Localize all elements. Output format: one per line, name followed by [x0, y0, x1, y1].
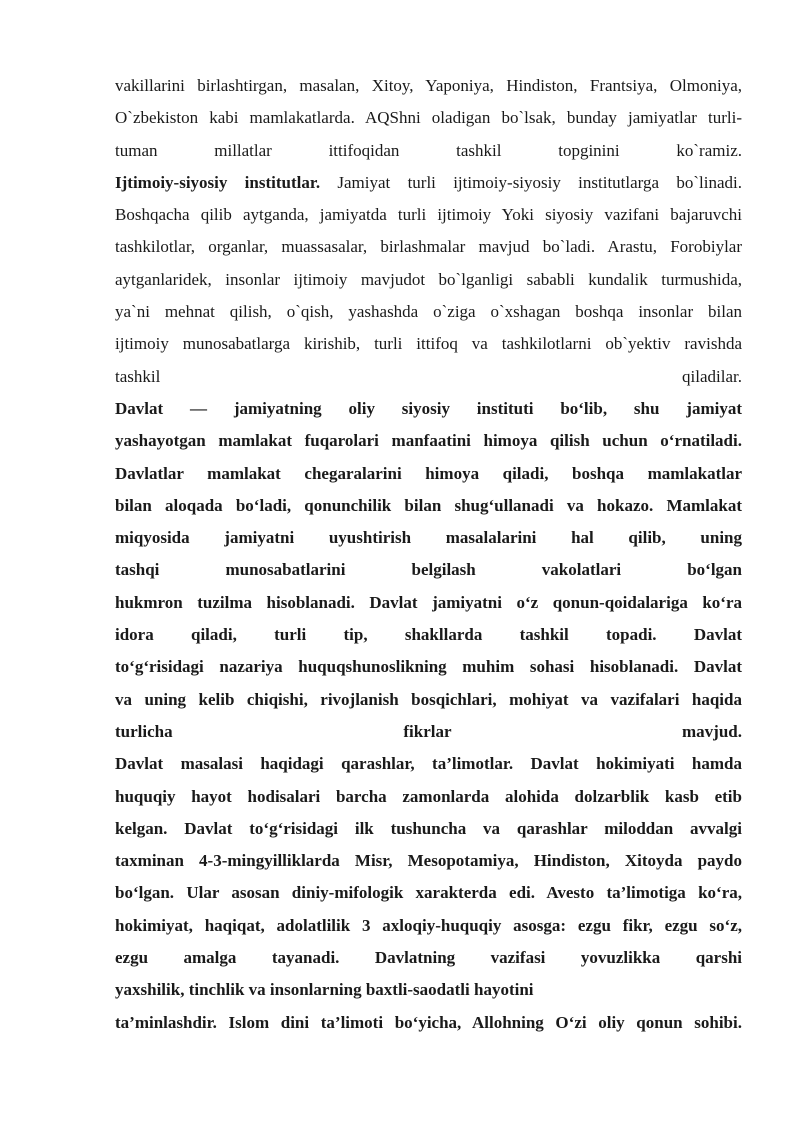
text-line-17: hukmron tuzilma hisoblanadi. Davlat jamiyatni o‘z qonun-qoidalariga ko‘ra: [115, 592, 742, 612]
text-line-12: yashayotgan mamlakat fuqarolari manfaatini himoya qilish uchun o‘rnatiladi.: [115, 431, 742, 451]
text-line-20: va uning kelib chiqishi, rivojlanish bosqichlari, mohiyat va vazifalari haqida: [115, 689, 742, 709]
text-line-19: to‘g‘risidagi nazariya huquqshunoslikning muhim sohasi hisoblanadi. Davlat: [115, 657, 742, 677]
text-line-2: O`zbekiston kabi mamlakatlarda. AQShni oladigan bo`lsak, bunday jamiyatlar turli-: [115, 108, 742, 128]
text-line-4: [115, 167, 742, 199]
text-line-25: taxminan 4-3-mingyilliklarda Misr, Mesopotamiya, Hindiston, Xitoyda paydo: [115, 851, 742, 871]
text-line-6: tashkilotlar, organlar, muassasalar, birlashmalar mavjud bo`ladi. Arastu, Forobiylar: [115, 237, 742, 257]
text-line-30: ta’minlashdir. Islom dini ta’limoti bo‘yicha, Allohning O‘zi oliy qonun sohibi.: [115, 1012, 742, 1032]
text-line-4-body: Jamiyat turli ijtimoiy-siyosiy institutlarga bo`linadi.: [337, 172, 742, 192]
document-page: [115, 70, 742, 1039]
text-line-10: tashkil qiladilar.: [115, 366, 742, 386]
text-line-27: hokimiyat, haqiqat, adolatlilik 3 axloqiy-huquqiy asosga: ezgu fikr, ezgu so‘z,: [115, 915, 742, 935]
text-line-1: vakillarini birlashtirgan, masalan, Xitoy, Yaponiya, Hindiston, Frantsiya, Olmoniya,: [115, 76, 742, 95]
text-line-11: Davlat — jamiyatning oliy siyosiy instituti bo‘lib, shu jamiyat: [115, 398, 742, 418]
text-line-22: Davlat masalasi haqidagi qarashlar, ta’limotlar. Davlat hokimiyati hamda: [115, 754, 742, 774]
text-line-14: bilan aloqada bo‘ladi, qonunchilik bilan shug‘ullanadi va hokazo. Mamlakat: [115, 495, 742, 515]
text-line-24: kelgan. Davlat to‘g‘risidagi ilk tushuncha va qarashlar miloddan avvalgi: [115, 818, 742, 838]
text-line-21: turlicha fikrlar mavjud.: [115, 721, 742, 741]
text-line-8: ya`ni mehnat qilish, o`qish, yashashda o`ziga o`xshagan boshqa insonlar bilan: [115, 302, 742, 322]
text-line-29: yaxshilik, tinchlik va insonlarning baxtli-saodatli hayotini: [115, 980, 534, 1000]
text-line-13: Davlatlar mamlakat chegaralarini himoya qiladi, boshqa mamlakatlar: [115, 463, 742, 483]
text-line-7: aytganlaridek, insonlar ijtimoiy mavjudot bo`lganligi sababli kundalik turmushida,: [115, 269, 742, 289]
text-line-5: Boshqacha qilib aytganda, jamiyatda turli ijtimoiy Yoki siyosiy vazifani bajaruvchi: [115, 205, 742, 225]
text-line-23: huquqiy hayot hodisalari barcha zamonlarda alohida dolzarblik kasb etib: [115, 786, 742, 806]
section-heading-institutlar: Ijtimoiy-siyosiy institutlar.: [115, 172, 321, 192]
text-line-15: miqyosida jamiyatni uyushtirish masalalarini hal qilib, uning: [115, 528, 742, 548]
text-line-9: ijtimoiy munosabatlarga kirishib, turli ittifoq va tashkilotlarni ob`yektiv ravishda: [115, 334, 742, 354]
text-line-26: bo‘lgan. Ular asosan diniy-mifologik xarakterda edi. Avesto ta’limotiga ko‘ra,: [115, 883, 742, 903]
text-line-3: tuman millatlar ittifoqidan tashkil topginini ko`ramiz.: [115, 140, 742, 160]
text-line-28: ezgu amalga tayanadi. Davlatning vazifasi yovuzlikka qarshi: [115, 948, 742, 968]
text-line-18: idora qiladi, turli tip, shakllarda tashkil topadi. Davlat: [115, 625, 742, 645]
text-line-16: tashqi munosabatlarini belgilash vakolatlari bo‘lgan: [115, 560, 742, 580]
